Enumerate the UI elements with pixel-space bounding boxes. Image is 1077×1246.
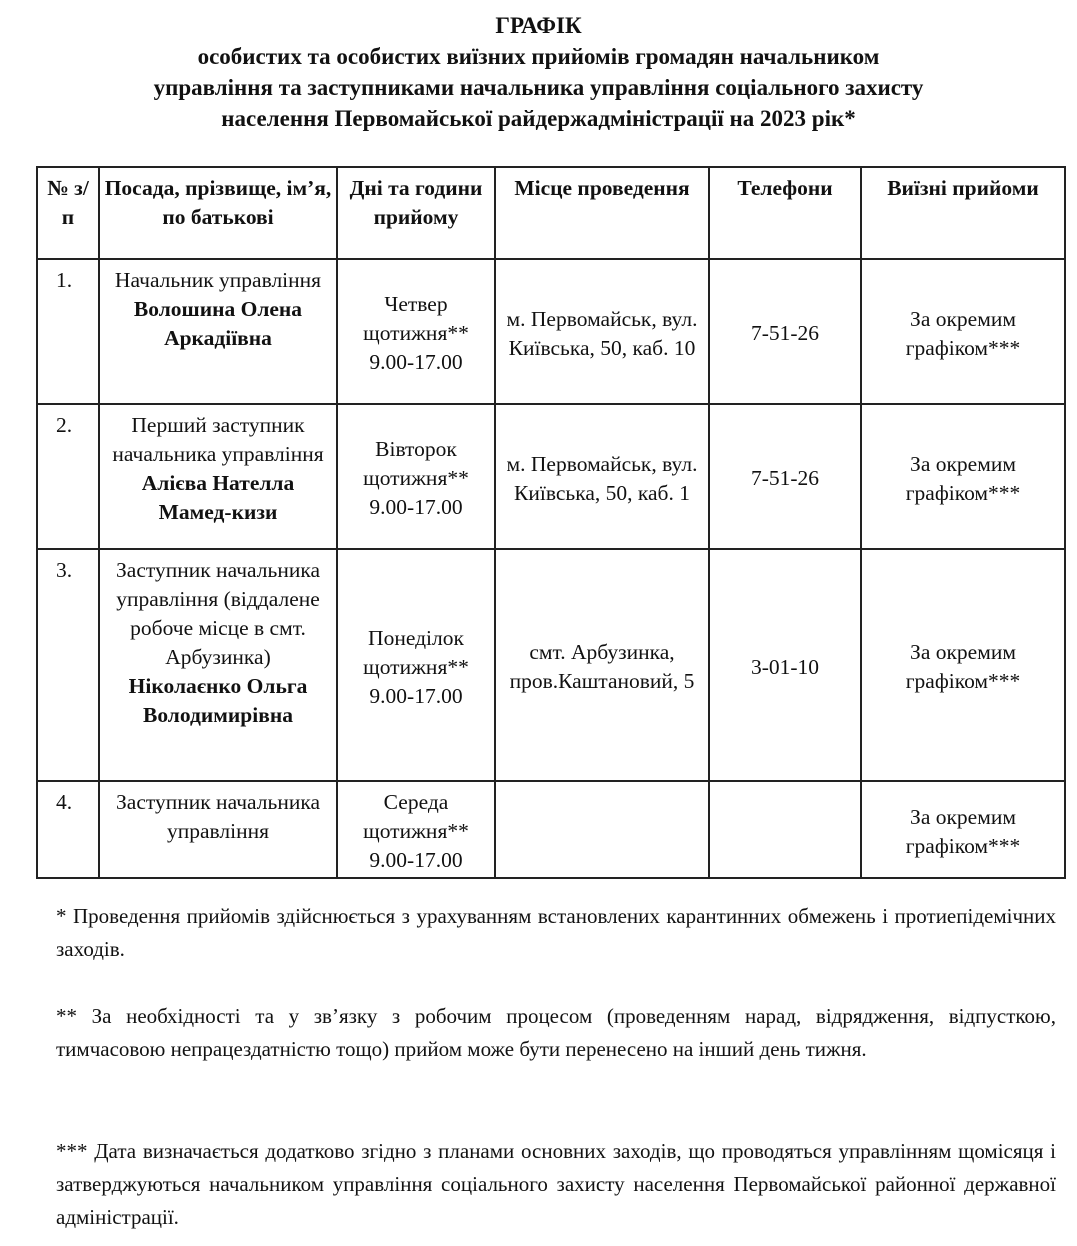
- row-num: 1.: [37, 259, 99, 404]
- footnote-1: * Проведення прийомів здійснюється з урахуванням встановлених карантинних обмежень і протиепідемічних заходів.: [56, 904, 1056, 961]
- table-row: [37, 781, 1065, 878]
- table-row: [37, 549, 1065, 781]
- row-name: Ніколаєнко Ольга Володимирівна: [128, 674, 308, 727]
- row-phone: [709, 781, 861, 878]
- row-visits: За окремим графіком***: [861, 549, 1065, 781]
- document-title: [0, 10, 1077, 134]
- table-row: [37, 404, 1065, 549]
- header-position: Посада, прізвище, ім’я, по батькові: [99, 167, 337, 259]
- row-phone: 7-51-26: [709, 404, 861, 549]
- row-name: Алієва Нателла Мамед-кизи: [141, 471, 295, 524]
- footnote-2: ** За необхідності та у зв’язку з робочим процесом (проведенням нарад, відрядження, відпусткою, тимчасовою непрацездатністю тощо) прийом може бути перенесено на інший день тижня.: [56, 1004, 1056, 1061]
- row-place: смт. Арбузинка, пров.Каштановий, 5: [495, 549, 709, 781]
- schedule-table: [36, 166, 1066, 879]
- row-visits: За окремим графіком***: [861, 404, 1065, 549]
- row-place: м. Первомайськ, вул. Київська, 50, каб. 1: [495, 404, 709, 549]
- row-position: Начальник управління: [114, 268, 322, 292]
- footnote-3: *** Дата визначається додатково згідно з планами основних заходів, що проводяться управлінням щомісяця і затверджуються начальником управління соціального захисту населення Первомайської районної державної адміністрації.: [56, 1139, 1056, 1229]
- row-position-cell: [99, 781, 337, 878]
- row-phone: 3-01-10: [709, 549, 861, 781]
- row-name: Волошина Олена Аркадіївна: [133, 297, 303, 350]
- header-days: Дні та години прийому: [337, 167, 495, 259]
- row-place: м. Первомайськ, вул. Київська, 50, каб. 10: [495, 259, 709, 404]
- row-days: Середа щотижня** 9.00-17.00: [337, 781, 495, 878]
- row-position-cell: [99, 549, 337, 781]
- row-visits: За окремим графіком***: [861, 781, 1065, 878]
- row-place: [495, 781, 709, 878]
- row-days: Четвер щотижня** 9.00-17.00: [337, 259, 495, 404]
- title-line-1: ГРАФІК: [495, 13, 582, 38]
- table-row: [37, 259, 1065, 404]
- row-position-cell: [99, 404, 337, 549]
- header-place: Місце проведення: [495, 167, 709, 259]
- table-header-row: [37, 167, 1065, 259]
- row-position: Заступник начальника управління (віддалене робоче місце в смт. Арбузинка): [116, 558, 320, 669]
- row-visits: За окремим графіком***: [861, 259, 1065, 404]
- row-num: 4.: [37, 781, 99, 878]
- row-phone: 7-51-26: [709, 259, 861, 404]
- title-line-3: управління та заступниками начальника управління соціального захисту: [153, 75, 924, 100]
- title-line-4: населення Первомайської райдержадміністрації на 2023 рік*: [221, 106, 856, 131]
- row-position: Заступник начальника управління: [116, 790, 320, 843]
- header-visits: Виїзні прийоми: [861, 167, 1065, 259]
- row-days: Вівторок щотижня** 9.00-17.00: [337, 404, 495, 549]
- row-num: 2.: [37, 404, 99, 549]
- title-line-2: особистих та особистих виїзних прийомів громадян начальником: [197, 44, 880, 69]
- header-phones: Телефони: [709, 167, 861, 259]
- row-position-cell: [99, 259, 337, 404]
- row-days: Понеділок щотижня** 9.00-17.00: [337, 549, 495, 781]
- row-position: Перший заступник начальника управління: [112, 413, 324, 466]
- row-num: 3.: [37, 549, 99, 781]
- header-num: № з/п: [37, 167, 99, 259]
